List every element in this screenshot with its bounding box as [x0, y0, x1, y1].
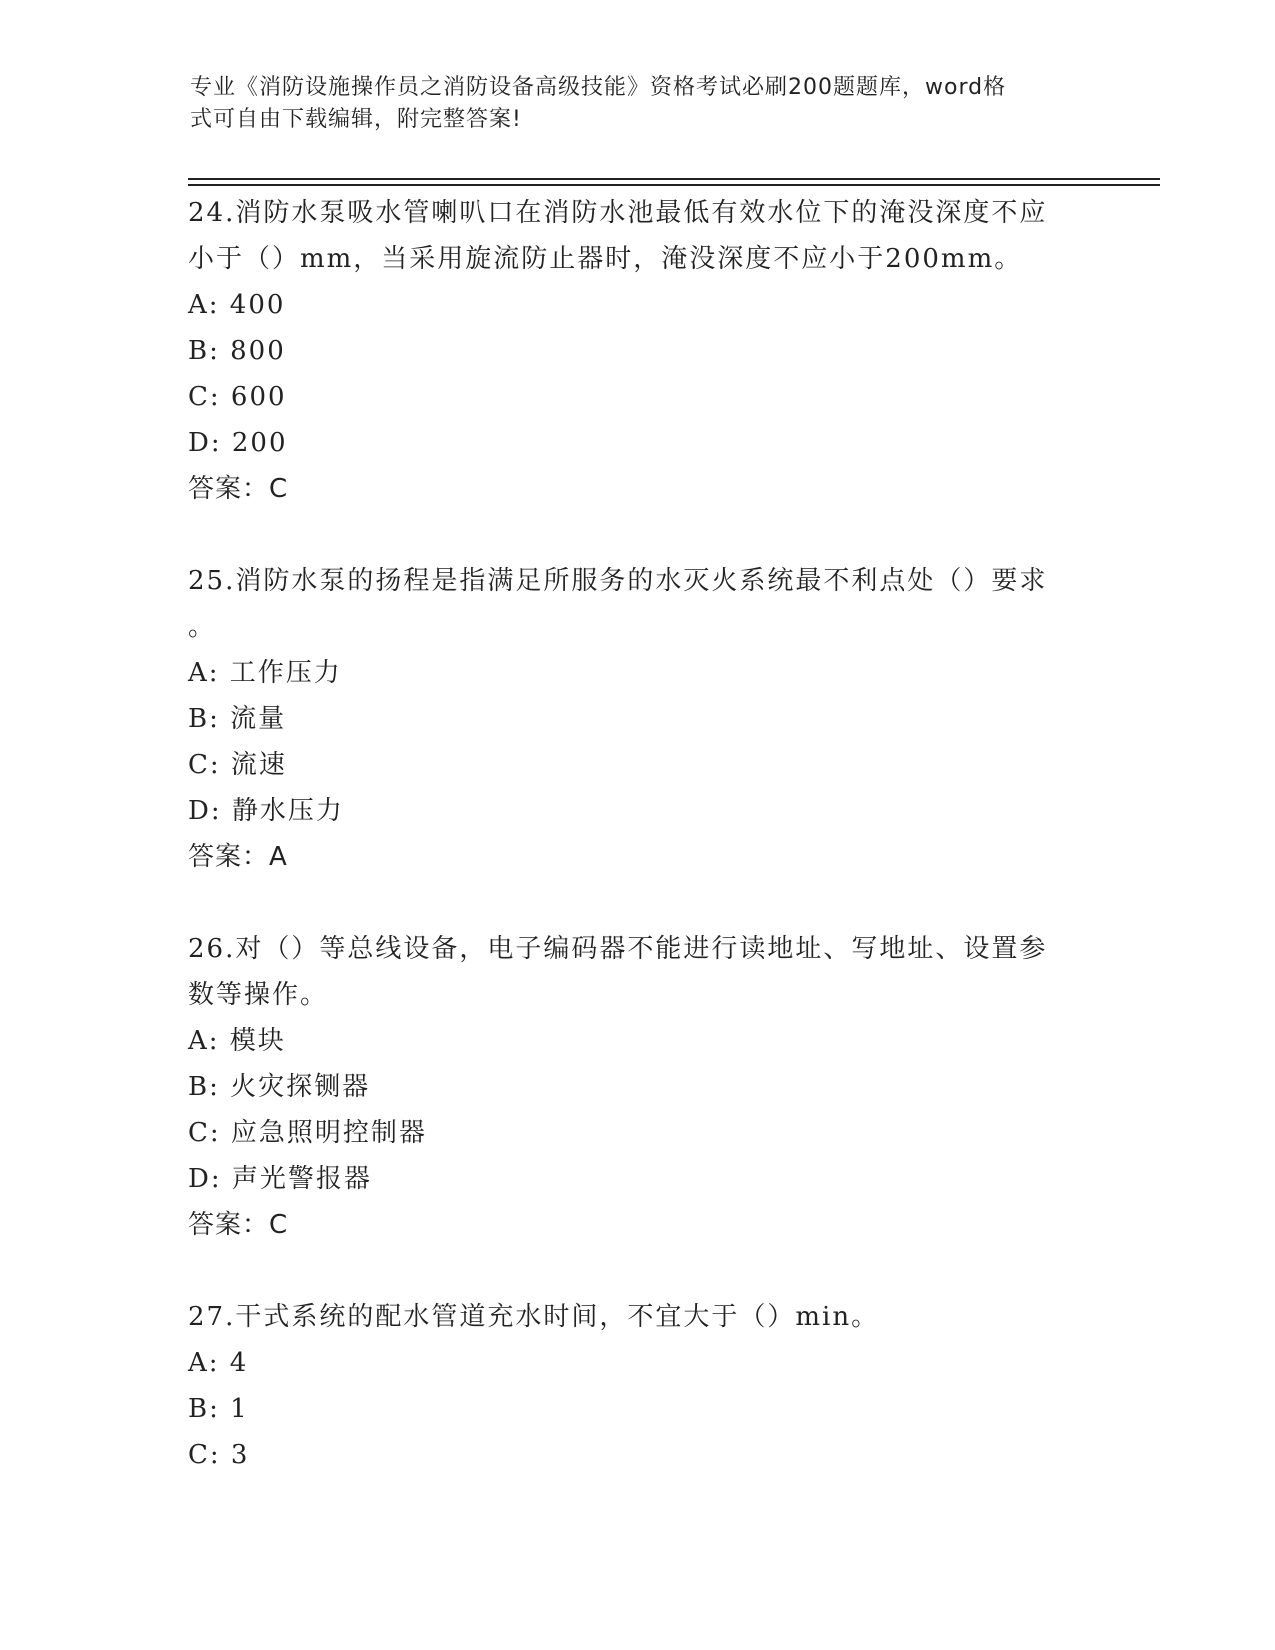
question-text: 25.消防水泵的扬程是指满足所服务的水灭火系统最不利点处（）要求: [188, 566, 1048, 596]
question-text: 26.对（）等总线设备，电子编码器不能进行读地址、写地址、设置参: [188, 934, 1048, 964]
option-b: B: 火灾探铡器: [188, 1072, 371, 1102]
question-text: 。: [188, 612, 217, 642]
option-c: C: 3: [188, 1440, 250, 1470]
answer: 答案：C: [188, 1210, 289, 1240]
document-header: [190, 72, 1070, 136]
option-c: C: 600: [188, 382, 287, 412]
question-24: [188, 190, 1088, 512]
option-b: B: 1: [188, 1394, 249, 1424]
option-a: A: 4: [188, 1348, 249, 1378]
option-d: D: 声光警报器: [188, 1164, 372, 1194]
option-d: D: 200: [188, 428, 288, 458]
question-27: [188, 1294, 1088, 1478]
question-list: [188, 190, 1088, 1524]
answer: 答案：A: [188, 842, 288, 872]
option-c: C: 流速: [188, 750, 287, 780]
question-text: 24.消防水泵吸水管喇叭口在消防水池最低有效水位下的淹没深度不应: [188, 198, 1048, 228]
option-b: B: 800: [188, 336, 286, 366]
option-d: D: 静水压力: [188, 796, 344, 826]
header-divider-bottom: [188, 184, 1160, 186]
answer: 答案：C: [188, 474, 289, 504]
option-c: C: 应急照明控制器: [188, 1118, 427, 1148]
question-text: 27.干式系统的配水管道充水时间，不宜大于（）min。: [188, 1302, 880, 1332]
option-a: A: 工作压力: [188, 658, 342, 688]
question-text: 数等操作。: [188, 980, 329, 1010]
question-text: 小于（）mm，当采用旋流防止器时，淹没深度不应小于200mm。: [188, 244, 1023, 274]
question-26: [188, 926, 1088, 1248]
option-b: B: 流量: [188, 704, 287, 734]
option-a: A: 400: [188, 290, 286, 320]
question-25: [188, 558, 1088, 880]
header-line-1: 专业《消防设施操作员之消防设备高级技能》资格考试必刷200题题库，word格: [190, 75, 1007, 100]
option-a: A: 模块: [188, 1026, 286, 1056]
header-divider-top: [188, 178, 1160, 180]
header-line-2: 式可自由下载编辑，附完整答案!: [190, 107, 522, 132]
